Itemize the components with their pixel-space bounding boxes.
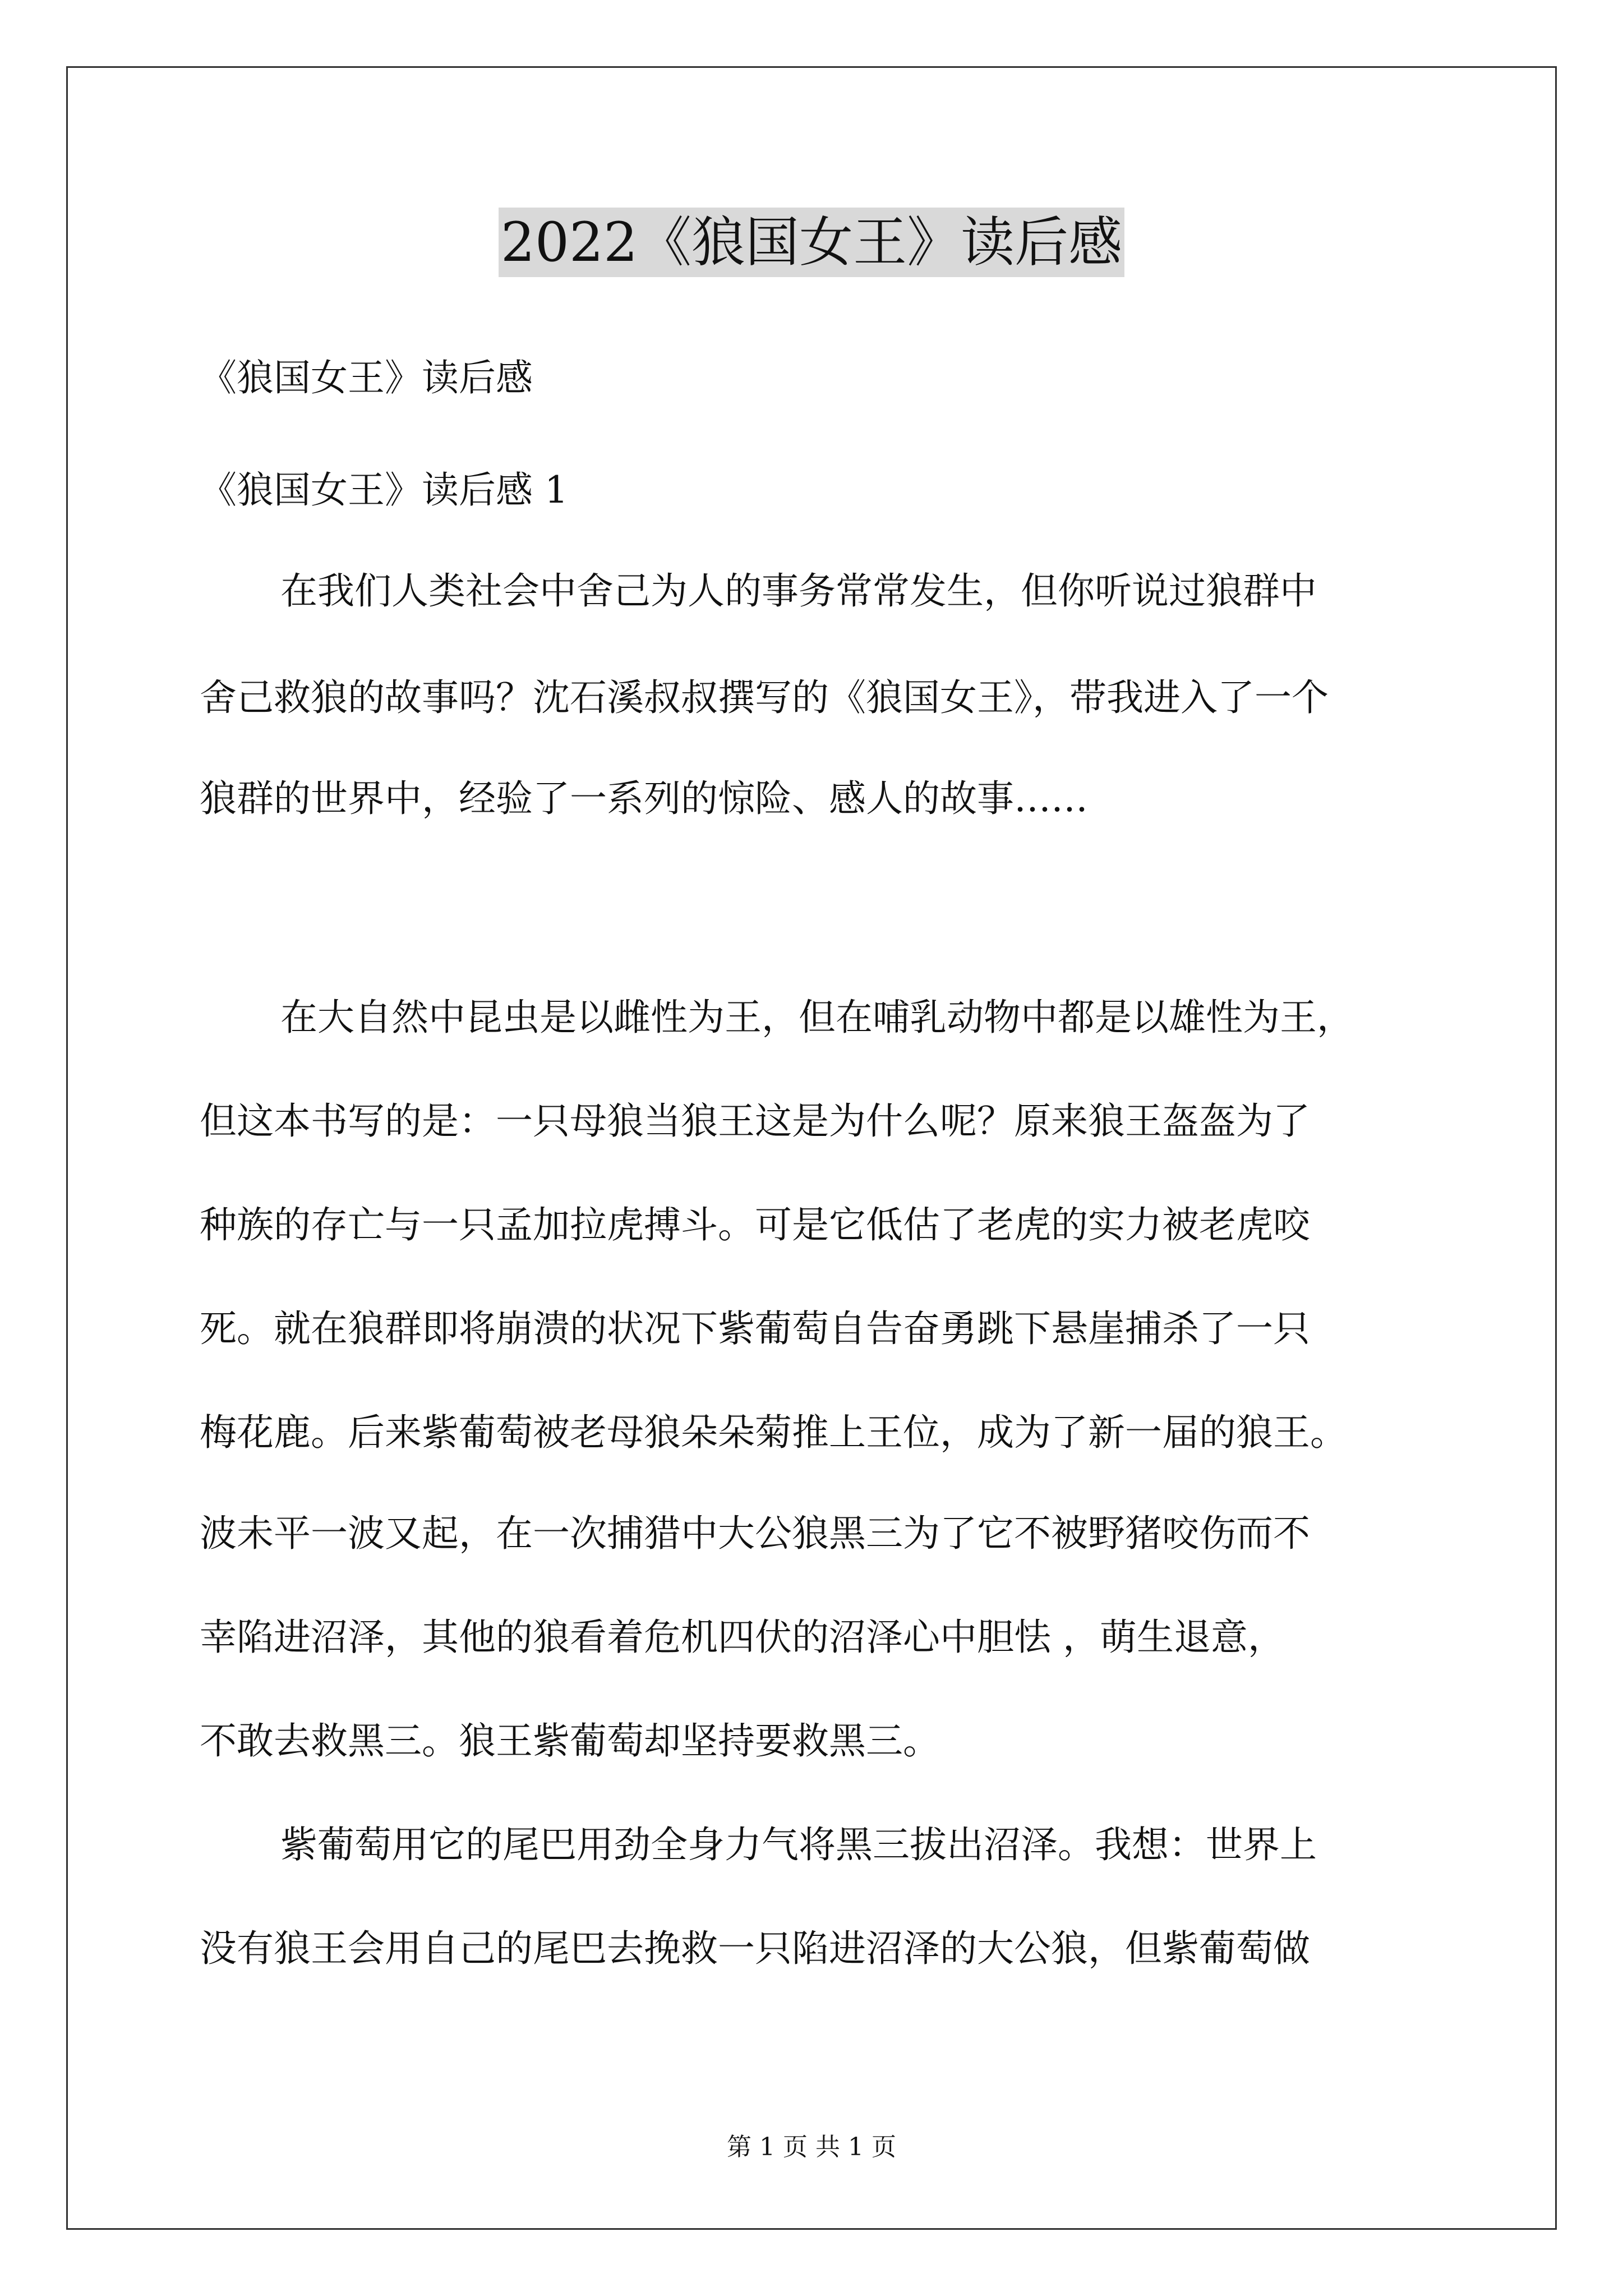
paragraph-1-line: 狼群的世界中，经验了一系列的惊险、感人的故事…… [200, 777, 1088, 820]
paragraph-2-line: 死。就在狼群即将崩溃的状况下紫葡萄自告奋勇跳下悬崖捕杀了一只 [200, 1307, 1310, 1350]
paragraph-2-line: 幸陷进沼泽，其他的狼看着危机四伏的沼泽心中胆怯 ，萌生退意， [200, 1616, 1285, 1659]
section-heading: 《狼国女王》读后感 1 [200, 468, 568, 512]
title-container [0, 208, 1623, 277]
paragraph-3-line: 紫葡萄用它的尾巴用劲全身力气将黑三拔出沼泽。我想：世界上 [280, 1823, 1317, 1866]
document-title: 2022《狼国女王》读后感 [499, 208, 1124, 277]
paragraph-2-line: 不敢去救黑三。狼王紫葡萄却坚持要救黑三。 [200, 1719, 940, 1763]
subtitle: 《狼国女王》读后感 [200, 356, 533, 399]
paragraph-2-line: 种族的存亡与一只孟加拉虎搏斗。可是它低估了老虎的实力被老虎咬 [200, 1203, 1310, 1246]
paragraph-1-line: 舍己救狼的故事吗？沈石溪叔叔撰写的《狼国女王》，带我进入了一个 [200, 676, 1329, 719]
paragraph-2-line: 但这本书写的是：一只母狼当狼王这是为什么呢？原来狼王盔盔为了 [200, 1099, 1310, 1143]
page-footer: 第 1 页 共 1 页 [727, 2133, 896, 2161]
paragraph-3-line: 没有狼王会用自己的尾巴去挽救一只陷进沼泽的大公狼，但紫葡萄做 [200, 1927, 1310, 1970]
paragraph-1-line: 在我们人类社会中舍己为人的事务常常发生，但你听说过狼群中 [280, 569, 1317, 613]
paragraph-2-line: 波未平一波又起，在一次捕猎中大公狼黑三为了它不被野猪咬伤而不 [200, 1512, 1310, 1555]
paragraph-2-line: 梅花鹿。后来紫葡萄被老母狼朵朵菊推上王位，成为了新一届的狼王。 [200, 1411, 1347, 1454]
paragraph-2-line: 在大自然中昆虫是以雌性为王，但在哺乳动物中都是以雄性为王， [280, 996, 1354, 1039]
